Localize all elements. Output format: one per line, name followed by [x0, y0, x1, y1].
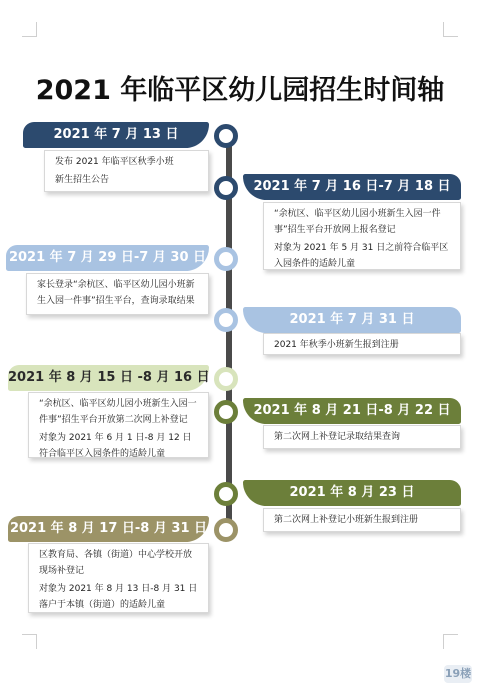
- timeline-node: [214, 367, 238, 391]
- crop-mark: [443, 634, 458, 649]
- timeline-node: [214, 124, 238, 148]
- crop-mark: [22, 634, 37, 649]
- timeline-node: [214, 482, 238, 506]
- timeline-node: [214, 518, 238, 542]
- crop-mark: [22, 22, 37, 37]
- event-date-banner: 2021 年 8 月 17 日-8 月 31 日: [8, 516, 209, 542]
- event-description: [263, 425, 461, 449]
- event-description: [28, 392, 209, 458]
- timeline-node: [214, 400, 238, 424]
- event-text: 2021 年秋季小班新生报到注册: [274, 340, 399, 350]
- event-text: “余杭区、临平区幼儿园小班新生入园一件事”招生平台开放第二次网上补登记: [39, 399, 197, 425]
- event-description: [263, 333, 461, 355]
- event-text: 第二次网上补登记录取结果查询: [274, 432, 401, 442]
- event-description: [28, 543, 209, 613]
- timeline-node: [214, 176, 238, 200]
- page-title: 2021 年临平区幼儿园招生时间轴: [35, 75, 445, 106]
- event-description: [26, 273, 209, 315]
- event-text: 对象为 2021 年 6 月 1 日-8 月 12 日符合临平区入园条件的适龄儿童: [39, 433, 192, 459]
- timeline-node: [214, 247, 238, 271]
- event-text: 区教育局、各镇（街道）中心学校开放现场补登记: [39, 550, 193, 576]
- event-date-banner: 2021 年 8 月 21 日-8 月 22 日: [243, 398, 461, 424]
- event-date-banner: 2021 年 8 月 23 日: [243, 480, 461, 506]
- watermark-logo: 19楼: [444, 665, 472, 683]
- event-text: 对象为 2021 年 8 月 13 日-8 月 31 日落户于本镇（街道）的适龄儿童: [39, 584, 198, 610]
- event-description: [263, 508, 461, 532]
- crop-mark: [443, 22, 458, 37]
- event-text: 新生招生公告: [55, 175, 110, 185]
- event-text: 发布 2021 年临平区秋季小班: [55, 157, 174, 167]
- event-text: 对象为 2021 年 5 月 31 日之前符合临平区入园条件的适龄儿童: [274, 243, 449, 269]
- event-description: [44, 150, 209, 192]
- event-description: [263, 202, 461, 270]
- event-text: 第二次网上补登记小班新生报到注册: [274, 515, 419, 525]
- event-date-banner: 2021 年 7 月 31 日: [243, 307, 461, 333]
- event-text: “余杭区、临平区幼儿园小班新生入园一件事”招生平台开放网上报名登记: [274, 209, 441, 235]
- event-date-banner: 2021 年 7 月 29 日-7 月 30 日: [6, 245, 209, 271]
- timeline-node: [214, 308, 238, 332]
- event-date-banner: 2021 年 8 月 15 日 -8 月 16 日: [8, 365, 209, 391]
- event-text: 家长登录“余杭区、临平区幼儿园小班新生入园一件事”招生平台，查询录取结果: [37, 280, 195, 306]
- event-date-banner: 2021 年 7 月 13 日: [23, 122, 209, 148]
- event-date-banner: 2021 年 7 月 16 日-7 月 18 日: [243, 174, 461, 200]
